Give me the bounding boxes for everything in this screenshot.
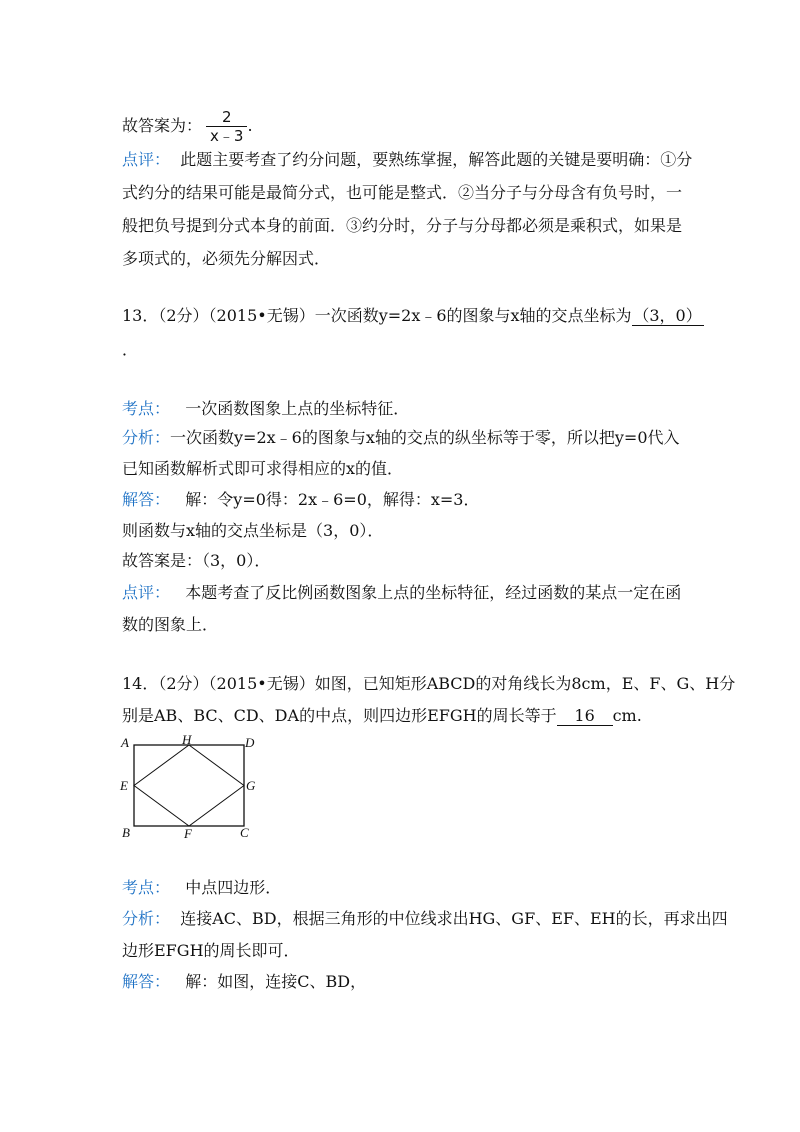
answer-suffix: .	[247, 116, 253, 135]
kaodian-label: 考点：	[122, 399, 171, 418]
q14-fenxi-2: 边形EFGH的周长即可．	[122, 941, 300, 960]
comment-line-4: 多项式的，必须先分解因式．	[122, 249, 331, 268]
label-d: D	[245, 735, 255, 750]
q13-answer-blank: （3，0）	[633, 306, 702, 325]
answer-prefix: 故答案为：	[122, 116, 203, 135]
jieda-text: 解：如图，连接C、BD，	[185, 972, 367, 991]
q13-comment	[122, 583, 681, 603]
comment-line-2: 式约分的结果可能是最简分式，也可能是整式．②当分子与分母含有负号时，一	[122, 183, 683, 202]
q13-fenxi-2: 已知函数解析式即可求得相应的x的值．	[122, 459, 404, 478]
q14-stem-unit: cm.	[612, 706, 642, 725]
label-e: E	[120, 778, 128, 793]
q13-stem	[122, 306, 704, 326]
comment-line-1	[122, 150, 692, 170]
label-b: B	[122, 825, 130, 840]
kaodian-text: 一次函数图象上点的坐标特征．	[185, 399, 410, 418]
q14-fenxi	[122, 909, 728, 929]
rectangle-figure	[118, 734, 268, 844]
q14-answer-blank: 16	[557, 707, 613, 726]
rectangle-abcd	[134, 745, 244, 826]
q14-stem-2	[122, 706, 642, 726]
label-f: F	[184, 826, 192, 841]
answer-line	[122, 108, 253, 145]
q13-kaodian	[122, 399, 409, 419]
q14-kaodian	[122, 878, 281, 898]
label-g: G	[246, 778, 256, 793]
fraction-numerator: 2	[206, 108, 247, 127]
q13-jieda	[122, 490, 480, 510]
q14-jieda	[122, 972, 366, 992]
comment-text: 此题主要考查了约分问题，要熟练掌握，解答此题的关键是要明确：①分	[180, 150, 693, 169]
label-c: C	[240, 825, 249, 840]
jieda-text: 解：令y=0得：2x﹣6=0，解得：x=3．	[185, 490, 480, 509]
fraction-denominator: x﹣3	[210, 127, 244, 145]
kaodian-label: 考点：	[122, 878, 171, 897]
jieda-label: 解答：	[122, 490, 171, 509]
label-a: A	[121, 735, 129, 750]
comment-text: 本题考查了反比例函数图象上点的坐标特征，经过函数的某点一定在函	[185, 583, 682, 602]
fenxi-label: 分析：	[122, 909, 171, 928]
q13-jieda-3: 故答案是：（3，0）．	[122, 551, 271, 570]
quadrilateral-efgh	[134, 745, 244, 826]
label-h: H	[182, 734, 192, 747]
comment-label: 点评：	[122, 583, 171, 602]
q14-stem-1: 14．（2分）（2015•无锡）如图，已知矩形ABCD的对角线长为8cm，E、F、G、H分	[122, 674, 736, 693]
fenxi-text: 一次函数y=2x﹣6的图象与x轴的交点的纵坐标等于零，所以把y=0代入	[170, 428, 680, 447]
fenxi-label: 分析：	[122, 428, 171, 447]
fenxi-text: 连接AC、BD，根据三角形的中位线求出HG、GF、EF、EH的长，再求出四	[180, 909, 728, 928]
q13-fenxi	[122, 428, 680, 448]
comment-line-3: 般把负号提到分式本身的前面．③约分时，分子与分母都必须是乘积式，如果是	[122, 216, 683, 235]
kaodian-text: 中点四边形．	[185, 878, 282, 897]
q13-comment-2: 数的图象上．	[122, 615, 219, 634]
fraction	[206, 108, 247, 145]
q14-stem-text: 别是AB、BC、CD、DA的中点，则四边形EFGH的周长等于	[122, 706, 557, 725]
q13-stem-text: 13．（2分）（2015•无锡）一次函数y=2x﹣6的图象与x轴的交点坐标为	[122, 306, 632, 325]
q13-stem-end: ．	[122, 340, 139, 359]
comment-label: 点评：	[122, 150, 171, 169]
q13-jieda-2: 则函数与x轴的交点坐标是（3，0）．	[122, 521, 384, 540]
jieda-label: 解答：	[122, 972, 171, 991]
